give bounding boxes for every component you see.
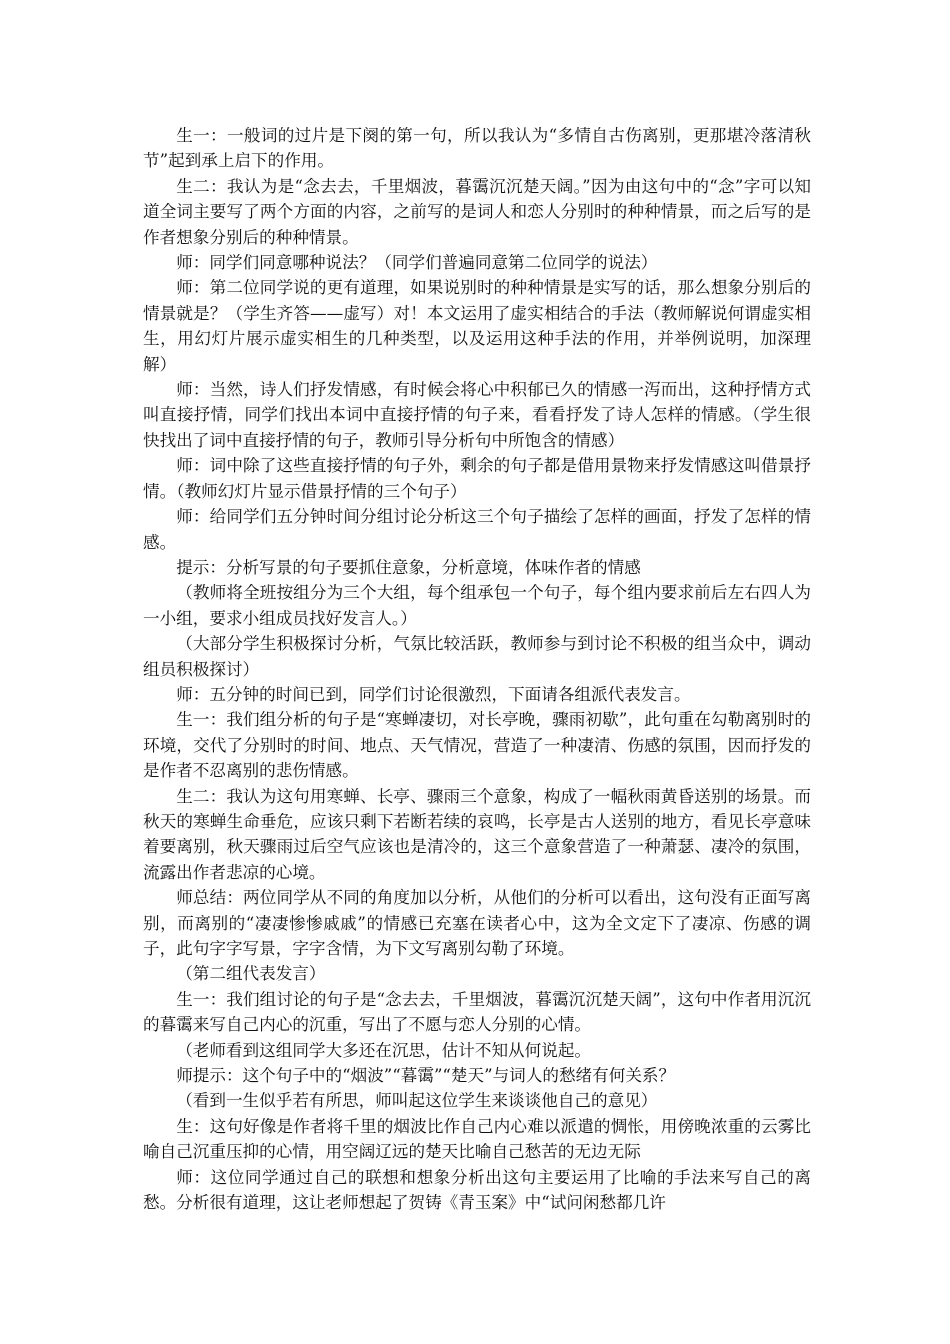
paragraph: 生一：我们组讨论的句子是“念去去，千里烟波，暮霭沉沉楚天阔”，这句中作者用沉沉的暮霭来写自己内心的沉重，写出了不愿与恋人分别的心情。 — [143, 989, 811, 1035]
paragraph: 生：这句好像是作者将千里的烟波比作自己内心难以派遣的惆怅，用傍晚浓重的云雾比喻自己沉重压抑的心情，用空阔辽远的楚天比喻自己愁苦的无边无际 — [143, 1116, 811, 1162]
paragraph: 提示：分析写景的句子要抓住意象，分析意境，体味作者的情感 — [176, 557, 641, 577]
paragraph: （第二组代表发言） — [176, 964, 326, 984]
paragraph: 师：第二位同学说的更有道理，如果说别时的种种情景是实写的话，那么想象分别后的情景就是？（学生齐答——虚写）对！本文运用了虚实相结合的手法（教师解说何谓虚实相生，用幻灯片展示虚实相生的几种类型，以及运用这种手法的作用，并举例说明，加深理解） — [143, 278, 811, 374]
paragraph: 师：五分钟的时间已到，同学们讨论很激烈，下面请各组派代表发言。 — [176, 684, 691, 704]
document-body — [143, 123, 811, 1215]
paragraph: 师提示：这个句子中的“烟波”“暮霭”“楚天”与词人的愁绪有何关系？ — [176, 1066, 676, 1086]
paragraph: 生一：我们组分析的句子是“寒蝉凄切，对长亭晚，骤雨初歇”，此句重在勾勒离别时的环境，交代了分别时的时间、地点、天气情况，营造了一种凄清、伤感的氛围，因而抒发的是作者不忍离别的悲伤情感。 — [143, 710, 811, 781]
paragraph: 师：同学们同意哪种说法？（同学们普遍同意第二位同学的说法） — [176, 253, 658, 273]
paragraph: 生二：我认为这句用寒蝉、长亭、骤雨三个意象，构成了一幅秋雨黄昏送别的场景。而秋天的寒蝉生命垂危，应该只剩下若断若续的哀鸣，长亭是古人送别的地方，看见长亭意味着要离别，秋天骤雨过后空气应该也是清冷的，这三个意象营造了一种萧瑟、凄冷的氛围，流露出作者悲凉的心境。 — [143, 786, 811, 882]
paragraph: 师总结：两位同学从不同的角度加以分析，从他们的分析可以看出，这句没有正面写离别，而离别的“凄凄惨惨戚戚”的情感已充塞在读者心中，这为全文定下了凄凉、伤感的调子，此句字字写景，字字含情，为下文写离别勾勒了环境。 — [143, 888, 811, 958]
paragraph: 师：给同学们五分钟时间分组讨论分析这三个句子描绘了怎样的画面，抒发了怎样的情感。 — [143, 507, 811, 552]
paragraph: 师：词中除了这些直接抒情的句子外，剩余的句子都是借用景物来抒发情感这叫借景抒情。（教师幻灯片显示借景抒情的三个句子） — [143, 456, 811, 501]
paragraph: （大部分学生积极探讨分析，气氛比较活跃，教师参与到讨论不积极的组当众中，调动组员积极探讨） — [143, 634, 811, 679]
paragraph: 师：这位同学通过自己的联想和想象分析出这句主要运用了比喻的手法来写自己的离愁。分析很有道理，这让老师想起了贺铸《青玉案》中“试问闲愁都几许 — [143, 1167, 811, 1213]
paragraph: 师：当然，诗人们抒发情感，有时候会将心中积郁已久的情感一泻而出，这种抒情方式叫直接抒情，同学们找出本词中直接抒情的句子来，看看抒发了诗人怎样的情感。（学生很快找出了词中直接抒情的句子，教师引导分析句中所饱含的情感） — [143, 380, 811, 450]
paragraph: （看到一生似乎若有所思，师叫起这位学生来谈谈他自己的意见） — [176, 1091, 658, 1111]
paragraph: 生二：我认为是“念去去，千里烟波，暮霭沉沉楚天阔。”因为由这句中的“念”字可以知道全词主要写了两个方面的内容，之前写的是词人和恋人分别时的种种情景，而之后写的是作者想象分别后的种种情景。 — [143, 176, 811, 247]
paragraph: （教师将全班按组分为三个大组，每个组承包一个句子，每个组内要求前后左右四人为一小组，要求小组成员找好发言人。） — [143, 583, 811, 628]
paragraph: （老师看到这组同学大多还在沉思，估计不知从何说起。 — [176, 1040, 592, 1060]
paragraph: 生一：一般词的过片是下阕的第一句，所以我认为“多情自古伤离别，更那堪冷落清秋节”起到承上启下的作用。 — [143, 126, 811, 171]
